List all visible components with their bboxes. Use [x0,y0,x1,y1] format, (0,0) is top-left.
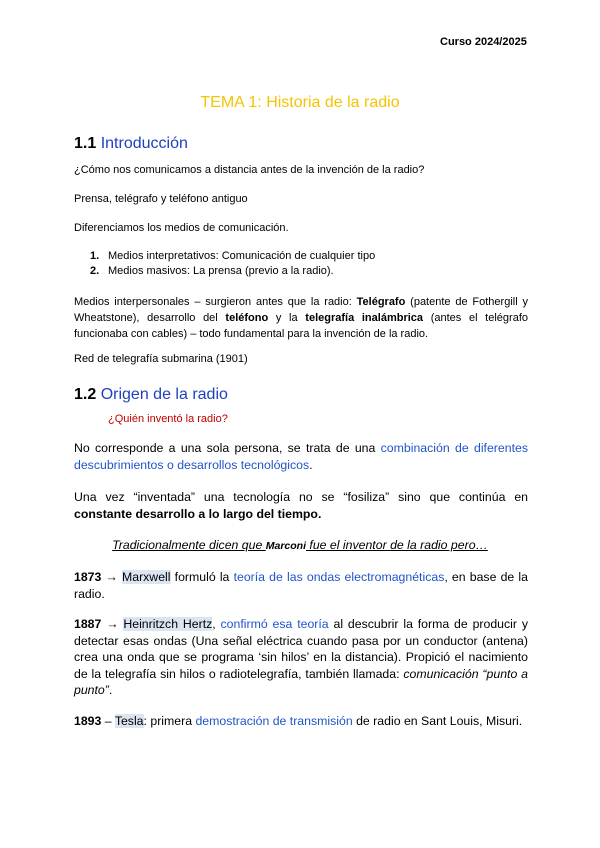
list-item [90,250,375,262]
list-text: Medios interpretativos: Comunicación de cualquier tipo [108,250,376,262]
text-run: . [309,457,313,472]
bold-term: telegrafía inalámbrica [305,312,424,324]
list-number: 2. [90,265,100,277]
intro-text: Diferenciamos los medios de comunicación. [74,222,289,234]
question-text: ¿Cómo nos comunicamos a distancia antes de la invención de la radio? [74,164,425,176]
text-run: de radio en Sant Louis, Misuri. [352,714,523,728]
text-run: Tradicionalmente dicen que [112,538,266,552]
event-year: 1873 [74,570,102,584]
text-run: Una vez “inventada” una tecnología no se “fosiliza” sino que continúa en [74,490,528,504]
text-run: Medios interpersonales – surgieron antes que la radio: [74,296,357,308]
subquestion-text: ¿Quién inventó la radio? [108,413,228,425]
bold-term: teléfono [225,312,269,324]
text-run: (patente de Fothergill y Wheatstone), desarrollo del [74,296,528,324]
text-run: , en base de la radio. [74,570,528,601]
highlight-link-text: confirmó esa teoría [220,617,329,631]
event-year: 1887 [74,617,102,631]
section-number: 1.1 [74,135,97,152]
submarine-network-text: Red de telegrafía submarina (1901) [74,353,248,365]
text-run: formuló la [170,570,234,584]
course-label: Curso 2024/2025 [440,36,527,48]
section-heading-1 [74,135,188,153]
person-name: Tesla [114,714,144,728]
section-heading-2 [74,386,228,404]
highlight-link-text: teoría de las ondas electromagnéticas [233,570,445,584]
text-run: y la [268,312,306,324]
section-number: 1.2 [74,386,97,403]
list-text: Medios masivos: La prensa (previo a la radio). [108,265,334,277]
dash-glyph: – [101,714,115,728]
list-item [90,265,334,277]
highlight-link-text: demostración de transmisión [195,714,353,728]
event-year: 1893 [74,714,102,728]
section-title: Introducción [100,135,188,152]
text-run: . [108,683,113,697]
event-1893 [74,713,528,730]
list-number: 1. [90,250,100,262]
text-run: (antes el telégrafo funcionaba con cables) – todo fundamental para la invención de la radio. [74,312,528,340]
person-name: Marxwell [121,570,171,584]
page-title: TEMA 1: Historia de la radio [200,94,400,111]
event-1873 [74,569,528,602]
paragraph-origen [74,440,528,473]
paragraph-desarrollo [74,489,528,522]
arrow-glyph: → [101,617,124,631]
text-run: , [212,617,221,631]
italic-term: comunicación “punto a punto” [74,666,528,697]
text-run: fue el inventor de la radio pero… [306,538,488,552]
bold-term: Telégrafo [356,296,406,308]
person-name: Heinritzch Hertz [123,617,213,631]
marconi-note [0,538,600,552]
text-run: : primera [143,714,196,728]
bold-term: constante desarrollo a lo largo del tiempo. [74,506,322,521]
arrow-glyph: → [101,570,122,584]
highlight-link-text: combinación de diferentes descubrimientos o desarrollos tecnológicos [74,441,528,472]
paragraph-medios-interpersonales [74,294,528,342]
text-run: No corresponde a una sola persona, se trata de una [74,441,381,455]
text-run: al descubrir la forma de producir y detectar esas ondas (Una señal eléctrica cuando pasa por un conductor (antena) crea una onda que se programa ‘sin hilos’ en la distancia). Propició el nacimiento de la telegrafía sin hilos o radiotelegrafía, también llamada: [74,617,528,681]
answer-text: Prensa, telégrafo y teléfono antiguo [74,193,248,205]
bold-term: Marconi [265,540,306,552]
section-title: Origen de la radio [100,386,228,403]
event-1887 [74,616,528,699]
